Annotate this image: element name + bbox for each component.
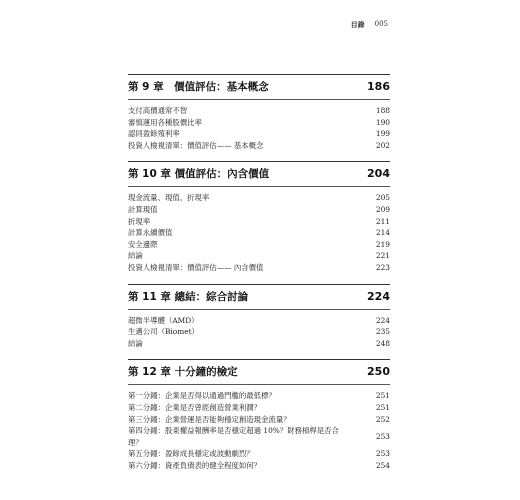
toc-entry-page-number: 235: [375, 327, 390, 337]
chapter-heading: [128, 161, 390, 187]
toc-entry-page-number: 248: [375, 338, 390, 348]
toc-entry: [128, 140, 390, 152]
toc-entry-title: 投資人檢視清單：價值評估—— 基本概念: [128, 140, 264, 150]
toc-entry-title: 第四分鐘：股東權益報酬率是否穩定超過 10%？財務槓桿是否合理？: [128, 426, 339, 447]
toc-entry-title: 投資人檢視清單：價值評估—— 內含價值: [128, 262, 264, 272]
chapter-title: 第 10 章 價值評估：內含價值: [128, 168, 270, 181]
toc-entry-page-number: 188: [375, 106, 390, 115]
toc-entry-title: 安全邊際: [128, 239, 158, 249]
toc-entry-page-number: 223: [375, 262, 390, 272]
chapter-section: [128, 74, 390, 151]
toc-entry-title: 第二分鐘：企業是否曾經創造營業利潤？: [128, 402, 262, 412]
toc-entry: [128, 326, 390, 338]
toc-entry-page-number: 251: [375, 391, 390, 401]
toc-entry: [128, 262, 390, 274]
toc-entry: [128, 390, 390, 402]
chapter-title: 第 12 章 十分鐘的檢定: [128, 366, 238, 379]
running-header: [351, 20, 388, 30]
toc-entry-title: 第三分鐘：企業營運是否能夠穩定創造現金流量？: [128, 414, 291, 424]
toc-entry: [128, 448, 390, 460]
chapter-page-number: 224: [367, 289, 390, 303]
chapter-page-number: 204: [367, 167, 390, 181]
toc-entry: [128, 204, 390, 216]
toc-entry: [128, 250, 390, 262]
toc-entry-page-number: 190: [375, 117, 390, 127]
running-header-page-number: 005: [374, 20, 388, 28]
toc-entry: [128, 315, 390, 327]
toc-entry: [128, 402, 390, 414]
chapter-page-number: 186: [367, 80, 390, 93]
toc-entry-page-number: 205: [375, 193, 390, 203]
chapter-heading: [128, 359, 390, 385]
running-header-title: 目錄: [350, 21, 365, 29]
toc-entry-title: 審慎運用各種股價比率: [128, 117, 202, 127]
toc-entry-title: 認同盈餘殖利率: [128, 129, 180, 139]
toc-entry-title: 支付高價通常不智: [128, 106, 188, 115]
toc-entry-page-number: 252: [375, 414, 390, 424]
toc-entry-title: 現金流量、現值、折現率: [128, 193, 210, 203]
toc-entry-page-number: 251: [375, 402, 390, 412]
toc-entry: [128, 216, 390, 228]
toc-entry-page-number: 224: [375, 315, 390, 325]
toc-entry-page-number: 253: [375, 431, 390, 441]
toc-entry-title: 生邁公司（Biomet）: [128, 327, 199, 337]
chapter-heading: [128, 74, 390, 100]
chapter-heading: [128, 284, 390, 310]
toc-entry-title: 計算現值: [128, 204, 158, 214]
toc-entry-title: 超微半導體（AMD）: [128, 315, 199, 325]
toc-entry-title: 結論: [128, 251, 143, 261]
toc-entry: [128, 105, 390, 117]
toc-entry-title: 折現率: [128, 216, 151, 226]
toc-entry: [128, 117, 390, 129]
toc-entry-page-number: 214: [375, 228, 390, 238]
toc-entry-page-number: 219: [375, 239, 390, 249]
toc-entry: [128, 460, 390, 472]
toc-entry: [128, 192, 390, 204]
toc-entry-page-number: 199: [375, 129, 390, 139]
table-of-contents: [128, 74, 390, 481]
toc-entry-page-number: 221: [375, 251, 390, 261]
chapter-section: [128, 284, 390, 350]
toc-entry: [128, 425, 390, 448]
toc-entry-title: 第五分鐘：盈餘成長穩定或波動劇烈？: [128, 449, 254, 459]
chapter-title: 第 11 章 總結：綜合討論: [128, 290, 249, 303]
chapter-title: 第 9 章 價值評估：基本概念: [128, 81, 269, 93]
toc-entry: [128, 239, 390, 251]
toc-entry-title: 結論: [128, 338, 143, 348]
toc-entry-title: 第六分鐘：資產負債表的健全程度如何？: [128, 460, 262, 470]
toc-entry-title: 第一分鐘：企業是否得以通過門檻的最低標？: [128, 391, 276, 401]
toc-entry-page-number: 209: [375, 204, 390, 214]
toc-entry-page-number: 202: [375, 140, 390, 150]
toc-entry-title: 計算永續價值: [128, 228, 173, 238]
chapter-section: [128, 161, 390, 273]
chapter-section: [128, 359, 390, 471]
chapter-page-number: 250: [367, 365, 390, 379]
toc-entry: [128, 414, 390, 426]
toc-entry: [128, 128, 390, 140]
toc-entry-page-number: 253: [375, 449, 390, 459]
toc-entry-page-number: 254: [375, 460, 390, 470]
toc-entry: [128, 338, 390, 350]
toc-entry: [128, 227, 390, 239]
toc-entry-page-number: 211: [375, 216, 390, 226]
